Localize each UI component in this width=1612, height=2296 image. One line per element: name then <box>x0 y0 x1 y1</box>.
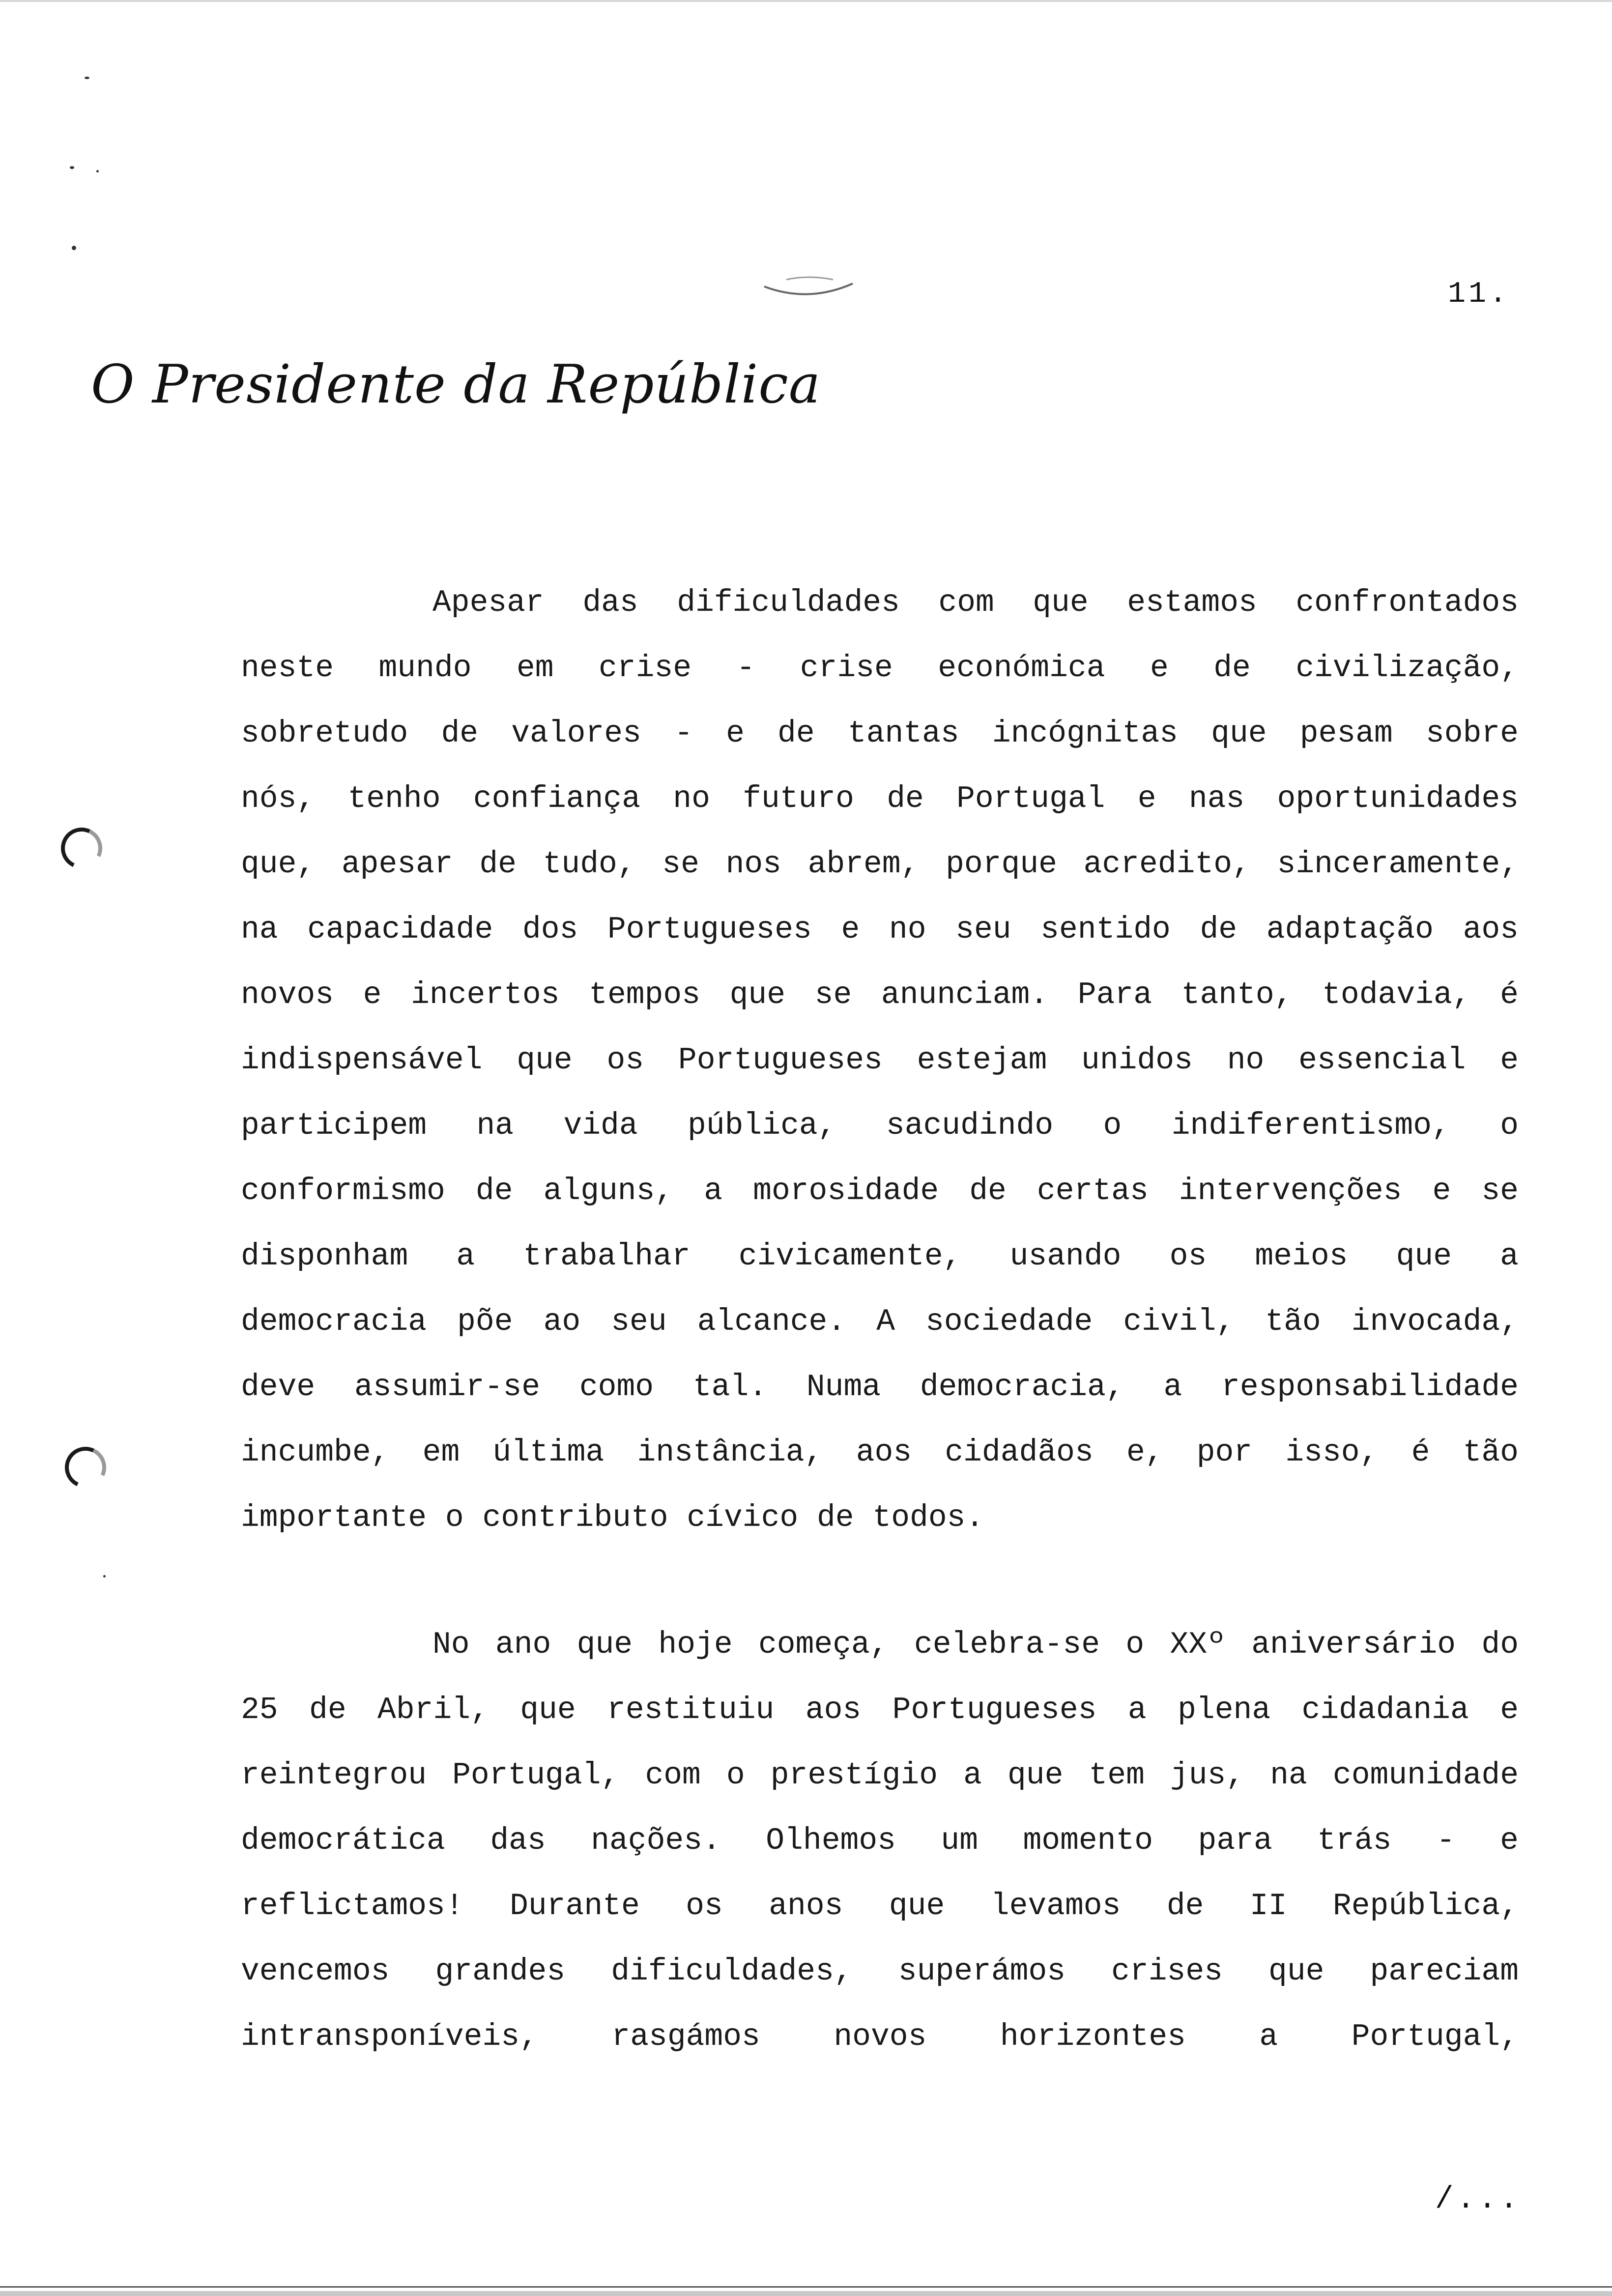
text-line: incumbe, em última instância, aos cidadãos e, por isso, é tão <box>241 1435 1519 1470</box>
text-line: novos e incertos tempos que se anunciam. Para tanto, todavia, é <box>241 977 1519 1012</box>
text-line: participem na vida pública, sacudindo o indiferentismo, o <box>241 1108 1519 1143</box>
seal-impression-mark <box>759 273 858 307</box>
presidential-letterhead: O Presidente da República <box>91 354 821 415</box>
scan-speck <box>96 170 99 172</box>
text-line: na capacidade dos Portugueses e no seu sentido de adaptação aos <box>241 912 1519 947</box>
text-line: importante o contributo cívico de todos. <box>241 1500 984 1535</box>
text-line: nós, tenho confiança no futuro de Portugal e nas oportunidades <box>241 781 1519 816</box>
scan-bottom-edge <box>0 2291 1612 2296</box>
punch-hole <box>59 1441 112 1494</box>
text-line: reintegrou Portugal, com o prestígio a que tem jus, na comunidade <box>241 1758 1519 1793</box>
text-line: democrática das nações. Olhemos um momento para trás - e <box>241 1823 1519 1858</box>
scan-speck <box>70 166 74 169</box>
text-line: conformismo de alguns, a morosidade de certas intervenções e se <box>241 1174 1519 1208</box>
text-line: reflictamos! Durante os anos que levamos de II República, <box>241 1889 1519 1923</box>
paragraph-1 <box>241 570 1519 1550</box>
text-line: 25 de Abril, que restituiu aos Portugueses a plena cidadania e <box>241 1693 1519 1727</box>
text-line: indispensável que os Portugueses estejam unidos no essencial e <box>241 1043 1519 1078</box>
continuation-mark: /... <box>1435 2182 1521 2217</box>
scan-top-edge <box>0 0 1612 2</box>
text-line: No ano que hoje começa, celebra-se o XXº aniversário do <box>432 1627 1519 1662</box>
scan-speck <box>72 246 76 250</box>
paragraph-2 <box>241 1612 1519 2069</box>
text-line: democracia põe ao seu alcance. A sociedade civil, tão invocada, <box>241 1304 1519 1339</box>
text-line: que, apesar de tudo, se nos abrem, porque acredito, sinceramente, <box>241 847 1519 882</box>
scan-speck <box>85 77 89 79</box>
text-line: deve assumir-se como tal. Numa democracia, a responsabilidade <box>241 1370 1519 1405</box>
page-number: 11. <box>1447 278 1510 311</box>
scan-speck <box>103 1575 106 1578</box>
text-line: neste mundo em crise - crise económica e de civilização, <box>241 651 1519 686</box>
scan-bottom-line <box>0 2286 1612 2288</box>
punch-hole <box>55 822 108 875</box>
text-line: vencemos grandes dificuldades, superámos crises que pareciam <box>241 1954 1519 1989</box>
text-line: sobretudo de valores - e de tantas incógnitas que pesam sobre <box>241 716 1519 751</box>
text-line: disponham a trabalhar civicamente, usando os meios que a <box>241 1239 1519 1274</box>
text-line: intransponíveis, rasgámos novos horizontes a Portugal, <box>241 2019 1519 2054</box>
text-line: Apesar das dificuldades com que estamos confrontados <box>432 585 1519 620</box>
